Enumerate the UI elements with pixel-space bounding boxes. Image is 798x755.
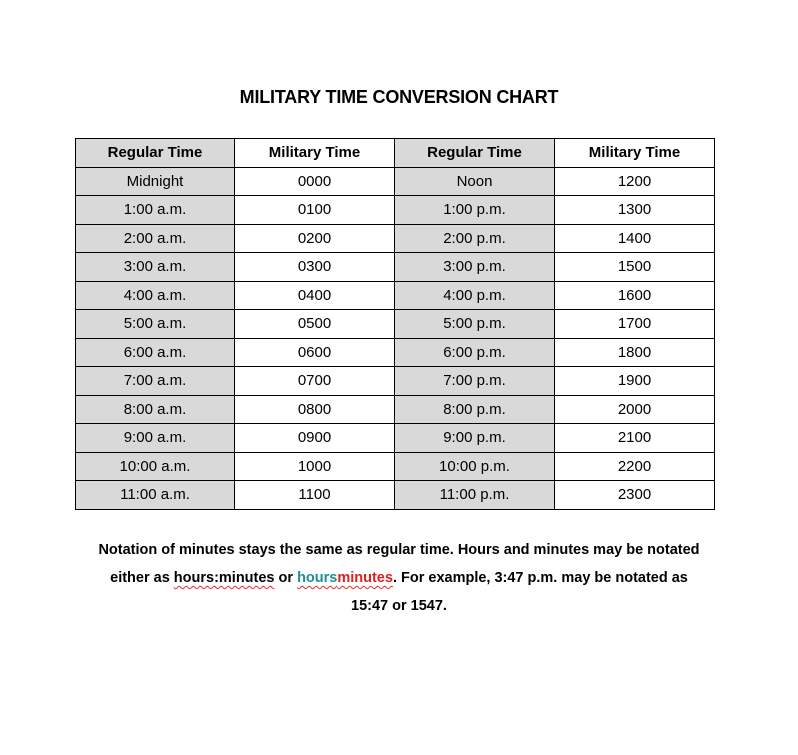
regular-time-pm-cell: Noon (395, 167, 555, 196)
format-minutes-part: minutes (337, 570, 393, 586)
military-time-pm-cell: 1200 (555, 167, 715, 196)
table-row (76, 196, 715, 225)
regular-time-pm-cell: 10:00 p.m. (395, 452, 555, 481)
military-time-am-cell: 0300 (235, 253, 395, 282)
regular-time-am-cell: 9:00 a.m. (76, 424, 235, 453)
format-hours-part: hours (297, 570, 338, 586)
column-header-military-time-pm: Military Time (555, 139, 715, 168)
table-row (76, 253, 715, 282)
note-line-1: Notation of minutes stays the same as regular time. Hours and minutes may be notated (98, 542, 700, 558)
regular-time-am-cell: Midnight (76, 167, 235, 196)
regular-time-pm-cell: 6:00 p.m. (395, 338, 555, 367)
military-time-pm-cell: 1500 (555, 253, 715, 282)
military-time-am-cell: 0600 (235, 338, 395, 367)
page-title: MILITARY TIME CONVERSION CHART (239, 87, 559, 107)
table-row (76, 281, 715, 310)
military-time-pm-cell: 1300 (555, 196, 715, 225)
regular-time-pm-cell: 5:00 p.m. (395, 310, 555, 339)
regular-time-am-cell: 3:00 a.m. (76, 253, 235, 282)
table-header-row (76, 139, 715, 168)
military-time-pm-cell: 2200 (555, 452, 715, 481)
military-time-pm-cell: 1900 (555, 367, 715, 396)
military-time-am-cell: 0500 (235, 310, 395, 339)
column-header-military-time-am: Military Time (235, 139, 395, 168)
table-row (76, 224, 715, 253)
military-time-am-cell: 0900 (235, 424, 395, 453)
table-row (76, 167, 715, 196)
table-row (76, 310, 715, 339)
regular-time-am-cell: 8:00 a.m. (76, 395, 235, 424)
military-time-am-cell: 0200 (235, 224, 395, 253)
table-row (76, 367, 715, 396)
military-time-am-cell: 0000 (235, 167, 395, 196)
table-row (76, 338, 715, 367)
military-time-am-cell: 1000 (235, 452, 395, 481)
note-line-2-prefix: either as (110, 570, 174, 586)
format-hours-minutes-compact (297, 570, 393, 586)
regular-time-am-cell: 2:00 a.m. (76, 224, 235, 253)
military-time-am-cell: 0400 (235, 281, 395, 310)
regular-time-pm-cell: 9:00 p.m. (395, 424, 555, 453)
table-row (76, 424, 715, 453)
table-row (76, 395, 715, 424)
regular-time-pm-cell: 4:00 p.m. (395, 281, 555, 310)
military-time-am-cell: 0700 (235, 367, 395, 396)
regular-time-pm-cell: 3:00 p.m. (395, 253, 555, 282)
regular-time-am-cell: 10:00 a.m. (76, 452, 235, 481)
notation-note (60, 536, 738, 620)
regular-time-pm-cell: 2:00 p.m. (395, 224, 555, 253)
column-header-regular-time-am: Regular Time (76, 139, 235, 168)
regular-time-pm-cell: 11:00 p.m. (395, 481, 555, 510)
military-time-pm-cell: 1400 (555, 224, 715, 253)
military-time-am-cell: 0800 (235, 395, 395, 424)
regular-time-pm-cell: 7:00 p.m. (395, 367, 555, 396)
table-row (76, 481, 715, 510)
regular-time-am-cell: 4:00 a.m. (76, 281, 235, 310)
military-time-pm-cell: 2000 (555, 395, 715, 424)
military-time-pm-cell: 2100 (555, 424, 715, 453)
table-row (76, 452, 715, 481)
military-time-pm-cell: 1700 (555, 310, 715, 339)
note-line-2 (60, 564, 738, 592)
military-time-pm-cell: 2300 (555, 481, 715, 510)
military-time-pm-cell: 1600 (555, 281, 715, 310)
note-line-2-suffix: . For example, 3:47 p.m. may be notated as (392, 570, 688, 586)
note-line-3: 15:47 or 1547. (351, 598, 447, 614)
regular-time-am-cell: 5:00 a.m. (76, 310, 235, 339)
regular-time-am-cell: 6:00 a.m. (76, 338, 235, 367)
regular-time-am-cell: 7:00 a.m. (76, 367, 235, 396)
table-body (76, 167, 715, 509)
military-time-am-cell: 0100 (235, 196, 395, 225)
regular-time-am-cell: 1:00 a.m. (76, 196, 235, 225)
military-time-pm-cell: 1800 (555, 338, 715, 367)
regular-time-pm-cell: 8:00 p.m. (395, 395, 555, 424)
note-line-2-or: or (274, 570, 298, 586)
regular-time-am-cell: 11:00 a.m. (76, 481, 235, 510)
military-time-am-cell: 1100 (235, 481, 395, 510)
format-hours-minutes-colon: hours:minutes (173, 570, 275, 586)
regular-time-pm-cell: 1:00 p.m. (395, 196, 555, 225)
conversion-table (75, 138, 715, 510)
column-header-regular-time-pm: Regular Time (395, 139, 555, 168)
